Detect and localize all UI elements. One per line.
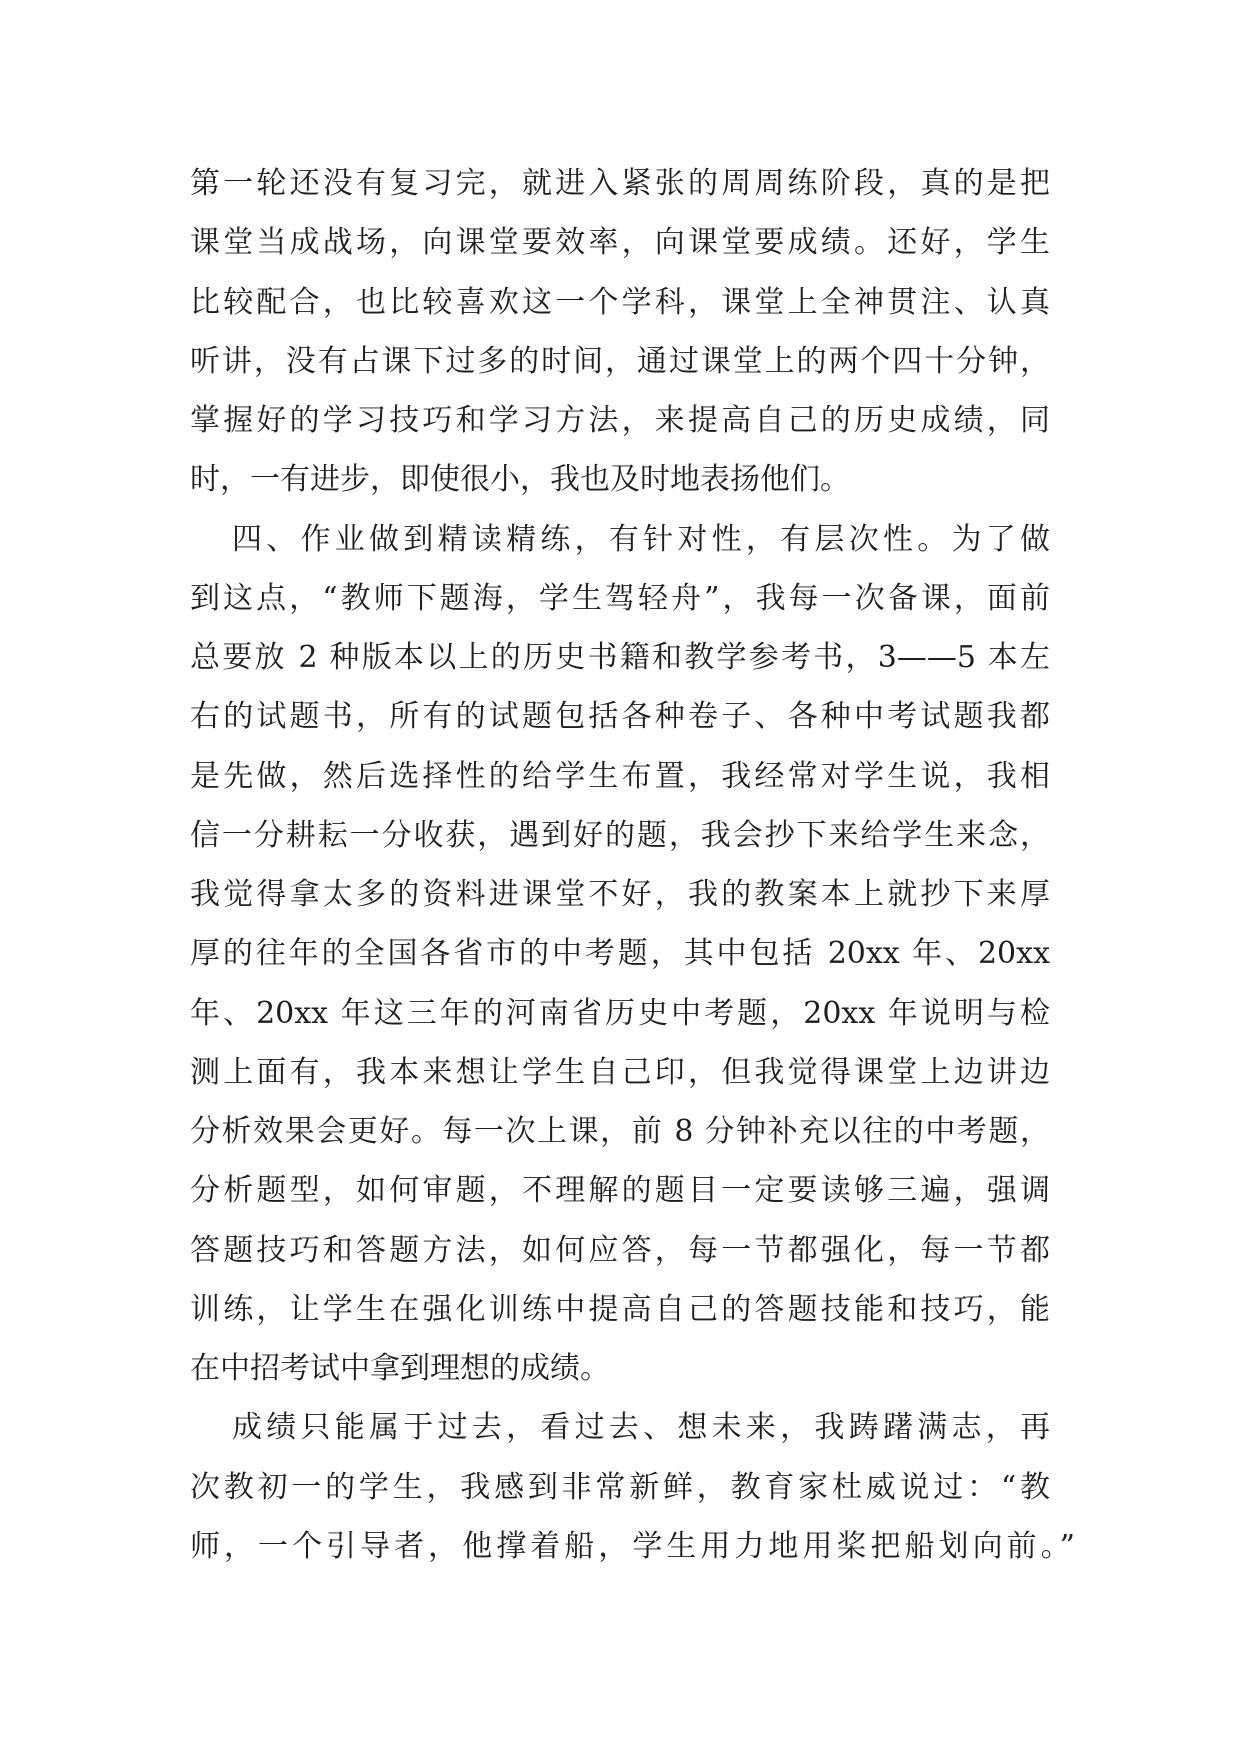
- text-line: 在中招考试中拿到理想的成绩。: [190, 1351, 610, 1386]
- text-line: 成绩只能属于过去，看过去、想未来，我踌躇满志，再: [232, 1410, 1050, 1446]
- text-line: 课堂当成战场，向课堂要效率，向课堂要成绩。还好，学生: [190, 225, 1050, 261]
- text-line: 信一分耕耘一分收获，遇到好的题，我会抄下来给学生来念，: [190, 817, 1050, 853]
- text-line: 师，一个引导者，他撑着船，学生用力地用桨把船划向前。”: [190, 1528, 1075, 1564]
- text-line: 是先做，然后选择性的给学生布置，我经常对学生说，我相: [190, 758, 1050, 794]
- text-line: 分析效果会更好。每一次上课，前 8 分钟补充以往的中考题，: [190, 1114, 1050, 1149]
- text-line: 总要放 2 种版本以上的历史书籍和教学参考书，3——5 本左: [190, 640, 1050, 675]
- text-line: 四、作业做到精读精练，有针对性，有层次性。为了做: [232, 521, 1050, 557]
- text-line: 训练，让学生在强化训练中提高自己的答题技能和技巧，能: [190, 1291, 1050, 1327]
- text-line: 次教初一的学生，我感到非常新鲜，教育家杜威说过：“教: [190, 1469, 1050, 1505]
- text-line: 比较配合，也比较喜欢这一个学科，课堂上全神贯注、认真: [190, 284, 1050, 320]
- text-line: 听讲，没有占课下过多的时间，通过课堂上的两个四十分钟，: [190, 343, 1050, 379]
- text-line: 到这点，“教师下题海，学生驾轻舟”，我每一次备课，面前: [190, 580, 1050, 616]
- text-line: 第一轮还没有复习完，就进入紧张的周周练阶段，真的是把: [190, 166, 1050, 201]
- text-line: 测上面有，我本来想让学生自己印，但我觉得课堂上边讲边: [190, 1054, 1050, 1090]
- paragraph-homework: [190, 510, 1050, 1399]
- text-line: 答题技巧和答题方法，如何应答，每一节都强化，每一节都: [190, 1232, 1050, 1268]
- paragraph-closing: [190, 1398, 1075, 1576]
- text-line: 右的试题书，所有的试题包括各种卷子、各种中考试题我都: [190, 699, 1050, 735]
- text-line: 分析题型，如何审题，不理解的题目一定要读够三遍，强调: [190, 1173, 1050, 1209]
- document-body: [190, 154, 1075, 1576]
- text-line: 掌握好的学习技巧和学习方法，来提高自己的历史成绩，同: [190, 403, 1050, 438]
- text-line: 厚的往年的全国各省市的中考题，其中包括 20xx 年、20xx: [190, 936, 1050, 972]
- paragraph-continued: [190, 154, 1050, 510]
- text-line: 我觉得拿太多的资料进课堂不好，我的教案本上就抄下来厚: [190, 877, 1050, 912]
- text-line: 年、20xx 年这三年的河南省历史中考题，20xx 年说明与检: [190, 995, 1050, 1031]
- text-line: 时，一有进步，即使很小，我也及时地表扬他们。: [190, 462, 850, 498]
